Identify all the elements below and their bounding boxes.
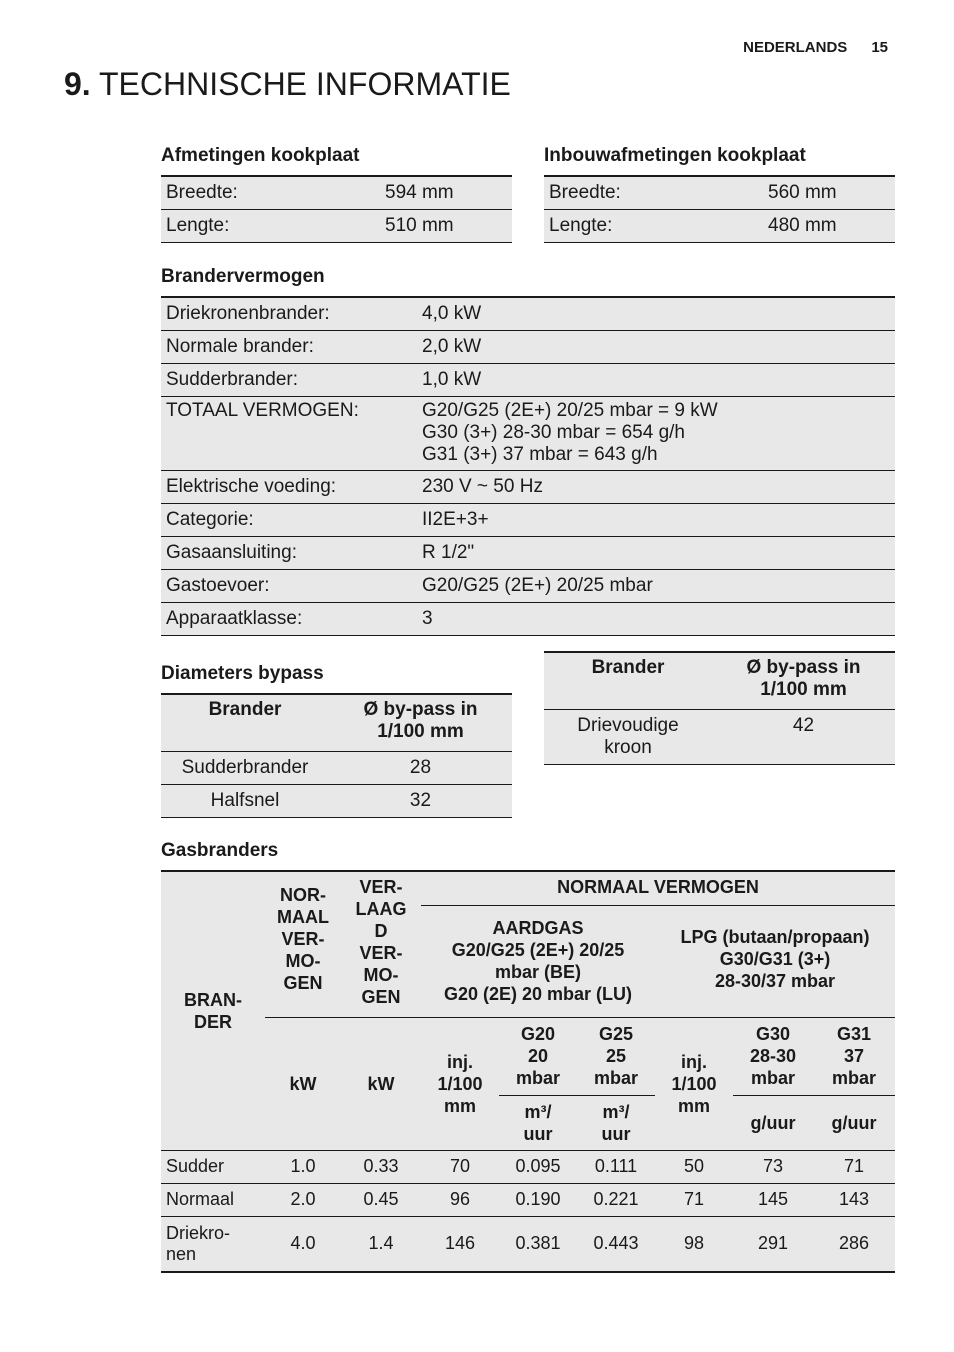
cell-brander: Normaal <box>161 1183 265 1216</box>
cell-value: 73 <box>733 1150 813 1183</box>
afmetingen-title: Afmetingen kookplaat <box>161 145 360 166</box>
brander-title: Brandervermogen <box>161 266 325 287</box>
row-value: 32 <box>329 784 512 817</box>
table-row <box>161 569 895 602</box>
row-label: Breedte: <box>544 176 763 209</box>
cell-value: 0.111 <box>577 1150 655 1183</box>
table-row <box>161 470 895 503</box>
table-row <box>161 503 895 536</box>
table-row <box>161 1216 895 1272</box>
header-aardgas: AARDGAS G20/G25 (2E+) 20/25 mbar (BE) G20 (2E) 20 mbar (LU) <box>421 905 655 1017</box>
row-value: 560 mm <box>763 176 895 209</box>
row-label: Categorie: <box>161 503 417 536</box>
row-value: 594 mm <box>380 176 512 209</box>
header-kw-normaal: kW <box>265 1017 341 1150</box>
cell-value: 0.443 <box>577 1216 655 1272</box>
table-row <box>161 396 895 470</box>
table-row <box>161 363 895 396</box>
row-label: TOTAAL VERMOGEN: <box>161 396 417 470</box>
table-row <box>161 536 895 569</box>
table-header-row <box>161 871 895 905</box>
header-inj-lpg: inj. 1/100 mm <box>655 1017 733 1150</box>
gas-table <box>161 870 895 1273</box>
row-label: Elektrische voeding: <box>161 470 417 503</box>
header-m3-g25: m³/ uur <box>577 1095 655 1150</box>
page-number: 15 <box>871 39 888 56</box>
row-value: 1,0 kW <box>417 363 895 396</box>
cell-value: 286 <box>813 1216 895 1272</box>
bypass-table-left <box>161 693 512 818</box>
table-row <box>544 709 895 764</box>
row-value: G20/G25 (2E+) 20/25 mbar = 9 kW G30 (3+) 28-30 mbar = 654 g/h G31 (3+) 37 mbar = 643 g/h <box>417 396 895 470</box>
header-brander: Brander <box>544 652 712 709</box>
cell-value: 2.0 <box>265 1183 341 1216</box>
cell-value: 291 <box>733 1216 813 1272</box>
header-g25: G25 25 mbar <box>577 1017 655 1095</box>
table-row <box>161 784 512 817</box>
table-header-row <box>161 1017 895 1095</box>
header-kw-verlaagd: kW <box>341 1017 421 1150</box>
cell-value: 145 <box>733 1183 813 1216</box>
row-label: Normale brander: <box>161 330 417 363</box>
header-m3-g20: m³/ uur <box>499 1095 577 1150</box>
table-header-row <box>544 652 895 709</box>
bypass-title: Diameters bypass <box>161 663 324 684</box>
header-bypass: Ø by-pass in 1/100 mm <box>712 652 895 709</box>
row-label: Lengte: <box>544 209 763 242</box>
cell-value: 1.4 <box>341 1216 421 1272</box>
row-value: 4,0 kW <box>417 297 895 330</box>
table-row <box>161 297 895 330</box>
table-row <box>161 176 512 209</box>
row-label: Gasaansluiting: <box>161 536 417 569</box>
row-value: 510 mm <box>380 209 512 242</box>
table-header-row <box>161 694 512 751</box>
cell-value: 98 <box>655 1216 733 1272</box>
header-g20: G20 20 mbar <box>499 1017 577 1095</box>
cell-value: 96 <box>421 1183 499 1216</box>
row-value: 42 <box>712 709 895 764</box>
header-inj-aardgas: inj. 1/100 mm <box>421 1017 499 1150</box>
brander-table <box>161 296 895 636</box>
header-g31: G31 37 mbar <box>813 1017 895 1095</box>
chapter-title <box>64 66 511 103</box>
cell-value: 50 <box>655 1150 733 1183</box>
row-name: Drievoudige kroon <box>544 709 712 764</box>
row-value: 230 V ~ 50 Hz <box>417 470 895 503</box>
header-normaal-vermogen-kw: NOR- MAAL VER- MO- GEN <box>265 871 341 1017</box>
row-value: 480 mm <box>763 209 895 242</box>
header-guur-g30: g/uur <box>733 1095 813 1150</box>
cell-value: 0.221 <box>577 1183 655 1216</box>
header-normaal-vermogen: NORMAAL VERMOGEN <box>421 871 895 905</box>
cell-brander: Driekro- nen <box>161 1216 265 1272</box>
cell-value: 146 <box>421 1216 499 1272</box>
gas-title: Gasbranders <box>161 840 279 861</box>
table-row <box>161 1183 895 1216</box>
header-g30: G30 28-30 mbar <box>733 1017 813 1095</box>
chapter-title-text: TECHNISCHE INFORMATIE <box>99 66 511 102</box>
row-name: Sudderbrander <box>161 751 329 784</box>
cell-value: 4.0 <box>265 1216 341 1272</box>
header-guur-g31: g/uur <box>813 1095 895 1150</box>
inbouw-table <box>544 175 895 243</box>
table-row <box>544 209 895 242</box>
row-label: Lengte: <box>161 209 380 242</box>
header-lpg: LPG (butaan/propaan) G30/G31 (3+) 28-30/37 mbar <box>655 905 895 1017</box>
table-row <box>544 176 895 209</box>
row-value: II2E+3+ <box>417 503 895 536</box>
table-row <box>161 751 512 784</box>
row-label: Gastoevoer: <box>161 569 417 602</box>
inbouw-title: Inbouwafmetingen kookplaat <box>544 145 806 166</box>
cell-value: 70 <box>421 1150 499 1183</box>
row-label: Driekronenbrander: <box>161 297 417 330</box>
table-row <box>161 602 895 635</box>
table-row <box>161 330 895 363</box>
cell-value: 0.095 <box>499 1150 577 1183</box>
row-name: Halfsnel <box>161 784 329 817</box>
table-row <box>161 209 512 242</box>
header-brander: Brander <box>161 694 329 751</box>
row-label: Apparaatklasse: <box>161 602 417 635</box>
cell-value: 0.190 <box>499 1183 577 1216</box>
cell-value: 1.0 <box>265 1150 341 1183</box>
cell-value: 0.33 <box>341 1150 421 1183</box>
row-label: Sudderbrander: <box>161 363 417 396</box>
cell-value: 71 <box>655 1183 733 1216</box>
chapter-number: 9. <box>64 66 91 102</box>
row-value: 2,0 kW <box>417 330 895 363</box>
afmetingen-table <box>161 175 512 243</box>
row-value: R 1/2" <box>417 536 895 569</box>
running-header <box>743 39 888 56</box>
cell-value: 143 <box>813 1183 895 1216</box>
bypass-table-right <box>544 651 895 765</box>
language-label: NEDERLANDS <box>743 39 848 56</box>
row-value: G20/G25 (2E+) 20/25 mbar <box>417 569 895 602</box>
cell-value: 0.381 <box>499 1216 577 1272</box>
row-value: 28 <box>329 751 512 784</box>
header-bypass: Ø by-pass in 1/100 mm <box>329 694 512 751</box>
cell-value: 71 <box>813 1150 895 1183</box>
header-brander: BRAN- DER <box>161 871 265 1150</box>
table-row <box>161 1150 895 1183</box>
row-label: Breedte: <box>161 176 380 209</box>
row-value: 3 <box>417 602 895 635</box>
header-verlaagd-vermogen: VER- LAAG D VER- MO- GEN <box>341 871 421 1017</box>
cell-value: 0.45 <box>341 1183 421 1216</box>
cell-brander: Sudder <box>161 1150 265 1183</box>
